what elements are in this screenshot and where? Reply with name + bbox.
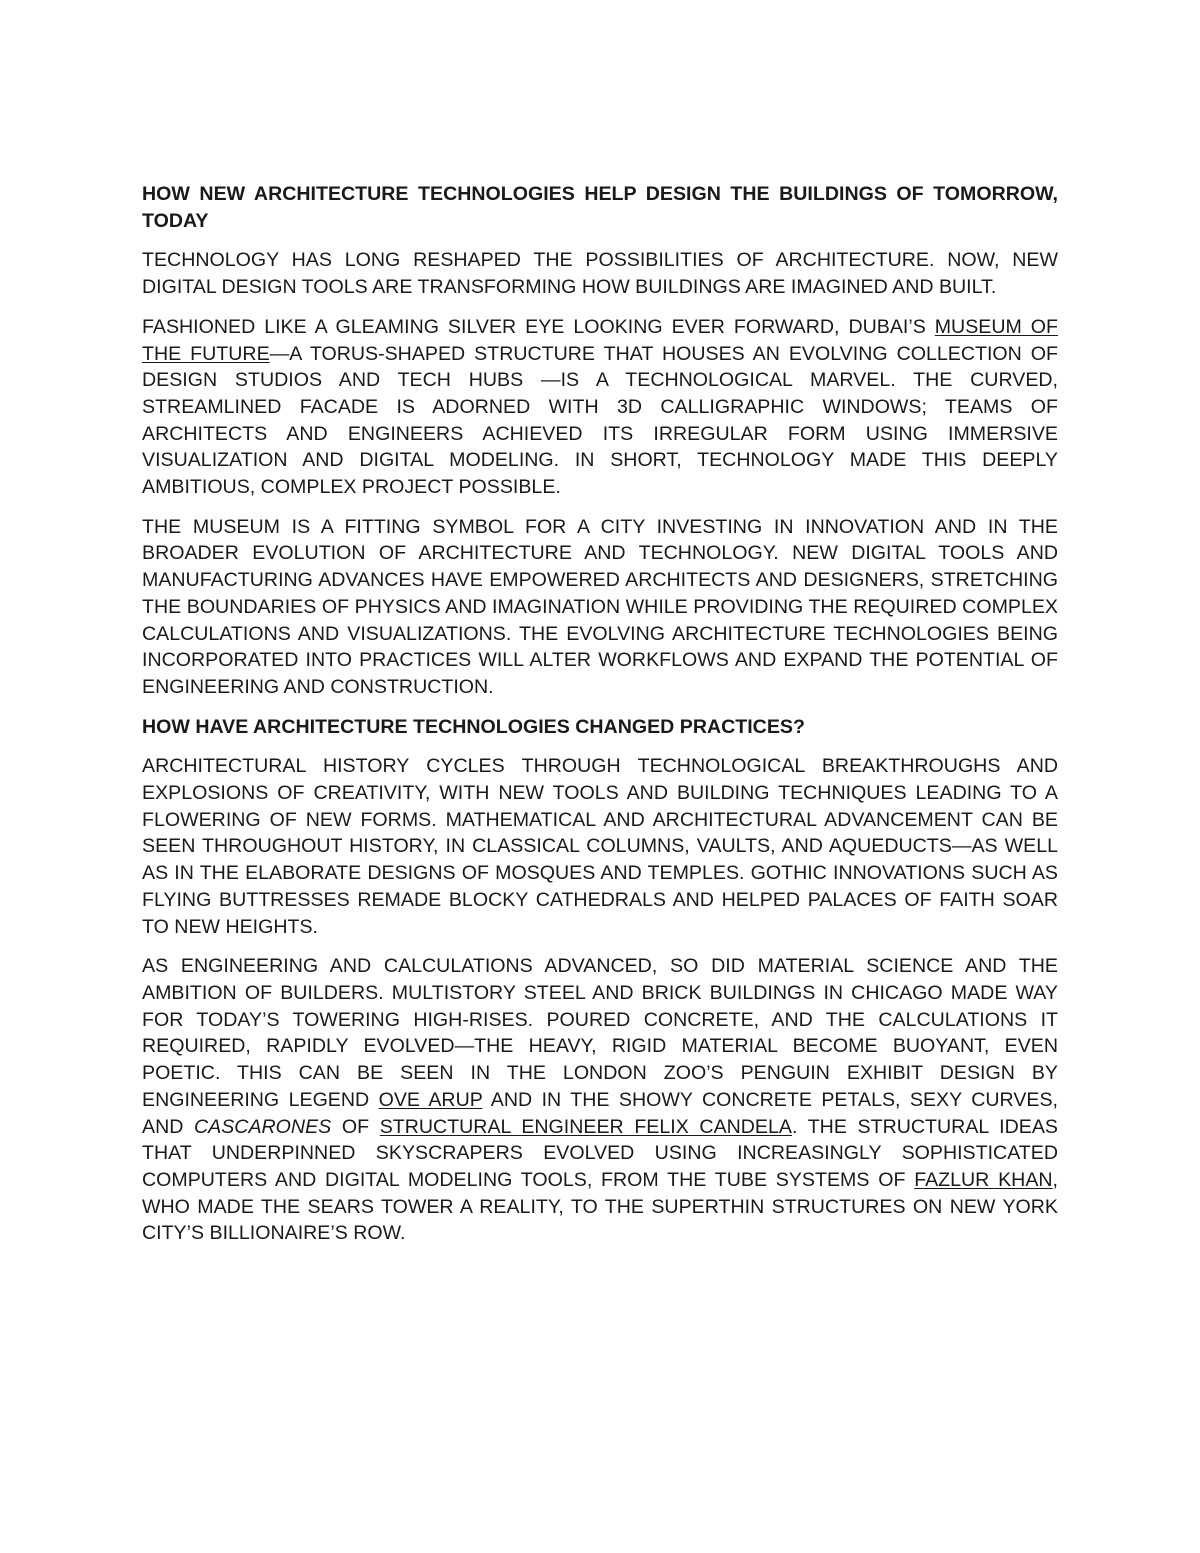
document-page <box>142 181 1058 1260</box>
history-paragraph: ARCHITECTURAL HISTORY CYCLES THROUGH TECHNOLOGICAL BREAKTHROUGHS AND EXPLOSIONS OF CREATIVITY, WITH NEW TOOLS AND BUILDING TECHNIQUES LEADING TO A FLOWERING OF NEW FORMS. MATHEMATICAL AND ARCHITECTURAL ADVANCEMENT CAN BE SEEN THROUGHOUT HISTORY, IN CLASSICAL COLUMNS, VAULTS, AND AQUEDUCTS—AS WELL AS IN THE ELABORATE DESIGNS OF MOSQUES AND TEMPLES. GOTHIC INNOVATIONS SUCH AS FLYING BUTTRESSES REMADE BLOCKY CATHEDRALS AND HELPED PALACES OF FAITH SOAR TO NEW HEIGHTS. <box>142 755 1058 938</box>
cascarones-term: CASCARONES <box>194 1115 332 1138</box>
museum-paragraph-text-b: —A TORUS-SHAPED STRUCTURE THAT HOUSES AN EVOLVING COLLECTION OF DESIGN STUDIOS AND TECH HUBS —IS A TECHNOLOGICAL MARVEL. THE CURVED, STREAMLINED FACADE IS ADORNED WITH 3D CALLIGRAPHIC WINDOWS; TEAMS OF ARCHITECTS AND ENGINEERS ACHIEVED ITS IRREGULAR FORM USING IMMERSIVE VISUALIZATION AND DIGITAL MODELING. IN SHORT, TECHNOLOGY MADE THIS DEEPLY AMBITIOUS, COMPLEX PROJECT POSSIBLE. <box>142 342 1058 499</box>
engineering-paragraph-text-b: AND IN THE SHOWY CONCRETE PETALS, SEXY CURVES, AND <box>142 1088 1059 1138</box>
engineering-paragraph-text-d: . THE STRUCTURAL IDEAS THAT UNDERPINNED SKYSCRAPERS EVOLVED USING INCREASINGLY SOPHISTICATED COMPUTERS AND DIGITAL MODELING TOOLS, FROM THE TUBE SYSTEMS OF <box>142 1115 1058 1191</box>
article-title: HOW NEW ARCHITECTURE TECHNOLOGIES HELP DESIGN THE BUILDINGS OF TOMORROW, TODAY <box>142 183 1058 232</box>
engineering-paragraph-text-e: , WHO MADE THE SEARS TOWER A REALITY, TO THE SUPERTHIN STRUCTURES ON NEW YORK CITY’S BILLIONAIRE’S ROW. <box>142 1168 1058 1245</box>
intro-paragraph: TECHNOLOGY HAS LONG RESHAPED THE POSSIBILITIES OF ARCHITECTURE. NOW, NEW DIGITAL DESIGN TOOLS ARE TRANSFORMING HOW BUILDINGS ARE IMAGINED AND BUILT. <box>142 249 1058 299</box>
fazlur-khan-link[interactable]: FAZLUR KHAN <box>914 1168 1053 1191</box>
felix-candela-link[interactable]: STRUCTURAL ENGINEER FELIX CANDELA <box>379 1115 792 1138</box>
museum-paragraph-text-a: FASHIONED LIKE A GLEAMING SILVER EYE LOOKING EVER FORWARD, DUBAI’S <box>142 315 935 338</box>
museum-paragraph <box>142 314 1058 501</box>
ove-arup-link[interactable]: OVE ARUP <box>378 1088 483 1111</box>
engineering-paragraph-text-a: AS ENGINEERING AND CALCULATIONS ADVANCED, SO DID MATERIAL SCIENCE AND THE AMBITION OF BUILDERS. MULTISTORY STEEL AND BRICK BUILDINGS IN CHICAGO MADE WAY FOR TODAY’S TOWERING HIGH-RISES. POURED CONCRETE, AND THE CALCULATIONS IT REQUIRED, RAPIDLY EVOLVED—THE HEAVY, RIGID MATERIAL BECOME BUOYANT, EVEN POETIC. THIS CAN BE SEEN IN THE LONDON ZOO’S PENGUIN EXHIBIT DESIGN BY ENGINEERING LEGEND <box>142 955 1058 1111</box>
engineering-paragraph <box>142 953 1058 1247</box>
symbol-paragraph: THE MUSEUM IS A FITTING SYMBOL FOR A CITY INVESTING IN INNOVATION AND IN THE BROADER EVOLUTION OF ARCHITECTURE AND TECHNOLOGY. NEW DIGITAL TOOLS AND MANUFACTURING ADVANCES HAVE EMPOWERED ARCHITECTS AND DESIGNERS, STRETCHING THE BOUNDARIES OF PHYSICS AND IMAGINATION WHILE PROVIDING THE REQUIRED COMPLEX CALCULATIONS AND VISUALIZATIONS. THE EVOLVING ARCHITECTURE TECHNOLOGIES BEING INCORPORATED INTO PRACTICES WILL ALTER WORKFLOWS AND EXPAND THE POTENTIAL OF ENGINEERING AND CONSTRUCTION. <box>142 515 1058 698</box>
engineering-paragraph-text-c: OF <box>331 1115 380 1138</box>
museum-of-the-future-link[interactable]: MUSEUM OF THE FUTURE <box>142 315 1058 365</box>
section-heading: HOW HAVE ARCHITECTURE TECHNOLOGIES CHANGED PRACTICES? <box>142 715 805 738</box>
